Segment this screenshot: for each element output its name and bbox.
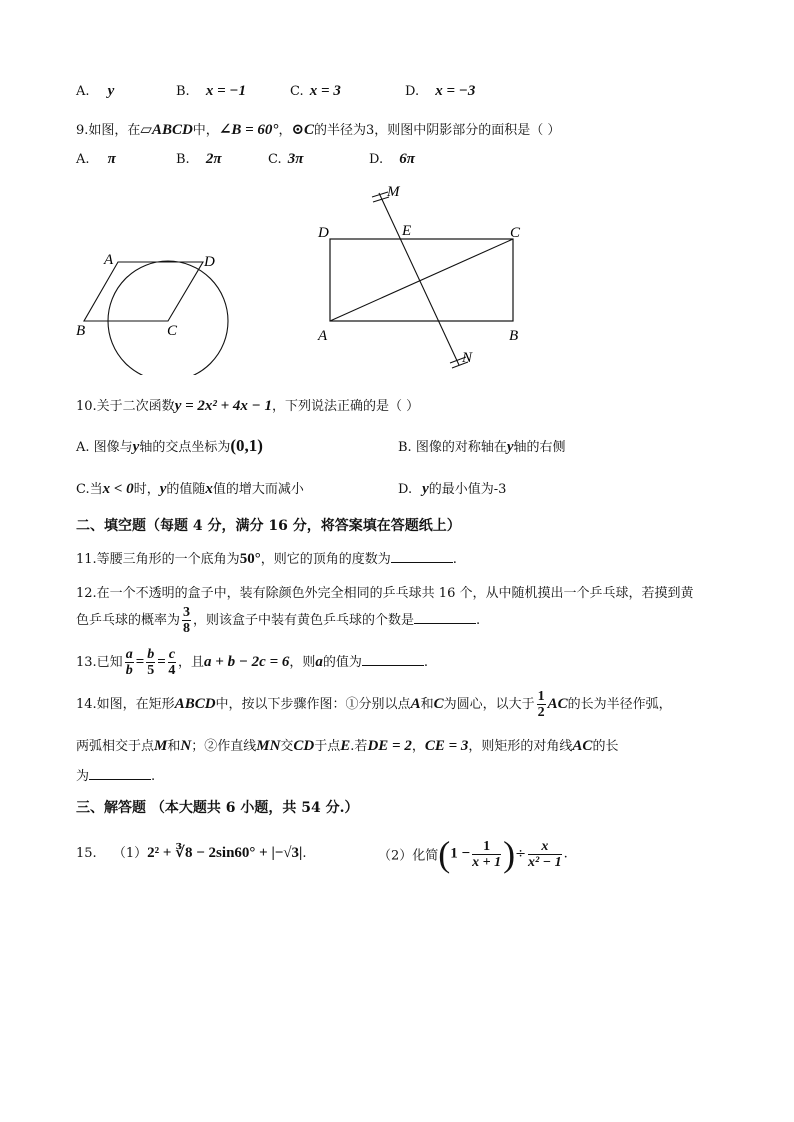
q15-part2: （2）化简(1 − $\frac{1}{x + 1}$ )÷ $\frac{x}{\text{x² − 1}}$ . [378,834,568,874]
diagonal-ac [330,239,513,321]
q9-option-a: A. π [76,151,116,167]
q10-option-b: B. 图像的对称轴在y轴的右侧 [398,439,566,455]
q9-option-b: B. 2π [176,151,222,167]
q8-option-d: D. x = −3 [405,83,476,99]
q12-line1: 12.在一个不透明的盒子中，装有除颜色外完全相同的乒乓球共 16 个，从中随机摸出一个乒乓球，若摸到黄 [76,586,694,601]
label-b: B [509,328,519,344]
label-n: N [462,350,473,366]
q10-option-d: D. y的最小值为-3 [398,481,507,497]
figure-rectangle-bisector [310,180,540,380]
q9-option-d: D. 6π [369,151,415,167]
label-e: E [402,223,412,239]
label-b: B [76,323,86,339]
circle-c [108,261,228,375]
q9-option-c: C. 3π [268,151,304,167]
section-3-heading: 三、解答题 （本大题共 6 小题，共 54 分.） [76,800,359,816]
q14-line2: 两弧相交于点M和N；②作直线MN交CD于点E.若DE = 2，CE = 3，则矩形的对角线AC的长 [76,738,619,754]
q12-line2: 色乒乓球的概率为 $\frac{3}{8}$ ，则该盒子中装有黄色乒乓球的个数是 . [76,605,481,636]
label-c: C [510,225,521,241]
answer-blank [362,653,424,666]
answer-blank [414,611,476,624]
q14-line1: 14.如图，在矩形ABCD中，按以下步骤作图：①分别以点A和C为圆心，以大于 $\frac{1}{2}$ AC的长为半径作弧， [76,689,672,720]
q14-line3: 为 . [76,769,156,784]
label-d: D [204,254,215,270]
q9-stem: 9.如图，在▱ABCD中，∠B = 60°，⊙C的半径为3，则图中阴影部分的面积是（ ） [76,122,561,138]
figure-parallelogram-circle [70,245,240,375]
label-m: M [387,184,400,200]
q10-option-c: C.当x < 0时，y的值随x值的增大而减小 [76,481,304,497]
label-c: C [167,323,178,339]
q10-option-a: A. 图像与y轴的交点坐标为(0,1) [76,436,263,455]
answer-blank [89,767,151,780]
q8-option-c: C. x = 3 [290,83,341,99]
answer-blank [391,550,453,563]
label-a: A [318,328,328,344]
q13: 13.已知 $\frac{a}{b}$ = $\frac{b}{5}$ = $\frac{c}{4}$ ，且a + b − 2c = 6，则a的值为 . [76,647,429,678]
fraction-3-8: $\frac{3}{8}$ [183,605,191,636]
line-mn [379,193,459,365]
q10-stem: 10.关于二次函数y = 2x² + 4x − 1，下列说法正确的是（ ） [76,398,420,414]
parallelogram-abcd [84,262,203,321]
label-d: D [318,225,329,241]
q8-option-a: A. y [76,83,115,99]
label-a: A [104,252,114,268]
q11: 11.等腰三角形的一个底角为50°，则它的顶角的度数为 . [76,551,457,567]
section-2-heading: 二、填空题（每题 4 分，满分 16 分，将答案填在答题纸上） [76,518,461,534]
q8-option-b: B. x = −1 [176,83,246,99]
q15-part1: 15. （1）2² + ∛8 − 2sin60° + |−√3|. [76,845,307,861]
